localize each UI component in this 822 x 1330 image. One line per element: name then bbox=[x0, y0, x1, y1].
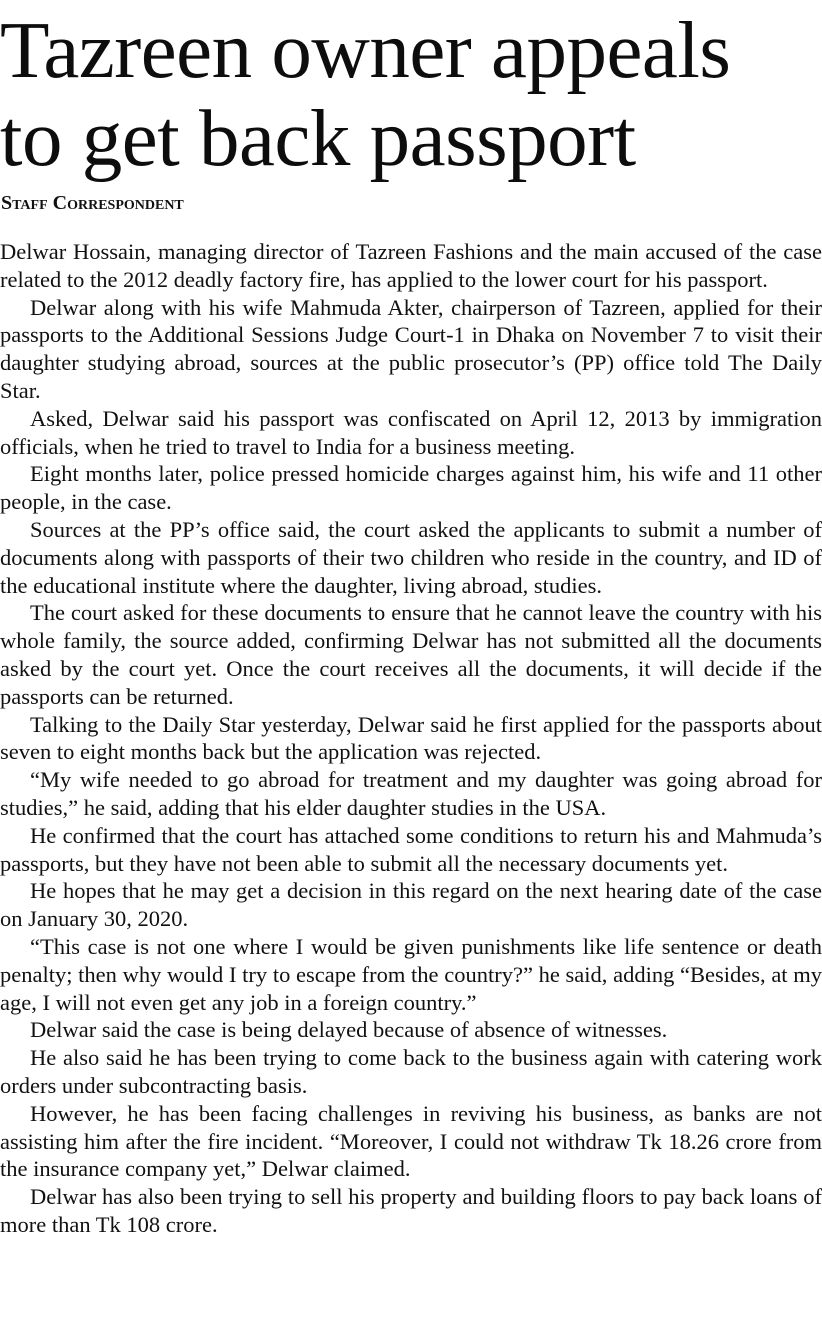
paragraph: Sources at the PP’s office said, the court asked the applicants to submit a number of documents along with passports of their two children who reside in the country, and ID of the educational institute where the daughter, living abroad, studies. bbox=[0, 516, 822, 598]
article-body bbox=[0, 238, 822, 1239]
paragraph: “This case is not one where I would be given punishments like life sentence or death penalty; then why would I try to escape from the country?” he said, adding “Besides, at my age, I will not even get any job in a foreign country.” bbox=[0, 933, 822, 1015]
paragraph: He also said he has been trying to come back to the business again with catering work orders under subcontracting basis. bbox=[0, 1045, 822, 1098]
paragraph: Delwar has also been trying to sell his property and building floors to pay back loans of more than Tk 108 crore. bbox=[0, 1184, 822, 1237]
paragraph: He confirmed that the court has attached some conditions to return his and Mahmuda’s passports, but they have not been able to submit all the necessary documents yet. bbox=[0, 822, 822, 876]
paragraph: Eight months later, police pressed homicide charges against him, his wife and 11 other people, in the case. bbox=[0, 461, 822, 515]
headline-line-2: to get back passport bbox=[0, 93, 636, 183]
byline: Staff Correspondent bbox=[1, 192, 184, 214]
paragraph: Talking to the Daily Star yesterday, Delwar said he first applied for the passports about seven to eight months back but the application was rejected. bbox=[0, 711, 822, 765]
paragraph: The court asked for these documents to ensure that he cannot leave the country with his whole family, the source added, confirming Delwar has not submitted all the documents asked by the court yet. Once the court receives all the documents, it will decide if the passports can be returned. bbox=[0, 600, 822, 709]
paragraph: “My wife needed to go abroad for treatment and my daughter was going abroad for studies,” he said, adding that his elder daughter studies in the USA. bbox=[0, 767, 822, 820]
paragraph: Asked, Delwar said his passport was confiscated on April 12, 2013 by immigration officials, when he tried to travel to India for a business meeting. bbox=[0, 405, 822, 459]
paragraph: Delwar along with his wife Mahmuda Akter, chairperson of Tazreen, applied for their passports to the Additional Sessions Judge Court-1 in Dhaka on November 7 to visit their daughter studying abroad, sources at the public prosecutor’s (PP) office told The Daily Star. bbox=[0, 294, 822, 403]
headline bbox=[0, 6, 822, 182]
paragraph: Delwar Hossain, managing director of Tazreen Fashions and the main accused of the case related to the 2012 deadly factory fire, has applied to the lower court for his passport. bbox=[0, 239, 822, 292]
paragraph: However, he has been facing challenges in reviving his business, as banks are not assisting him after the fire incident. “Moreover, I could not withdraw Tk 18.26 crore from the insurance company yet,” Delwar claimed. bbox=[0, 1100, 822, 1182]
paragraph: Delwar said the case is being delayed because of absence of witnesses. bbox=[30, 1017, 668, 1043]
headline-line-1: Tazreen owner appeals bbox=[0, 5, 731, 95]
paragraph: He hopes that he may get a decision in this regard on the next hearing date of the case on January 30, 2020. bbox=[0, 878, 822, 932]
